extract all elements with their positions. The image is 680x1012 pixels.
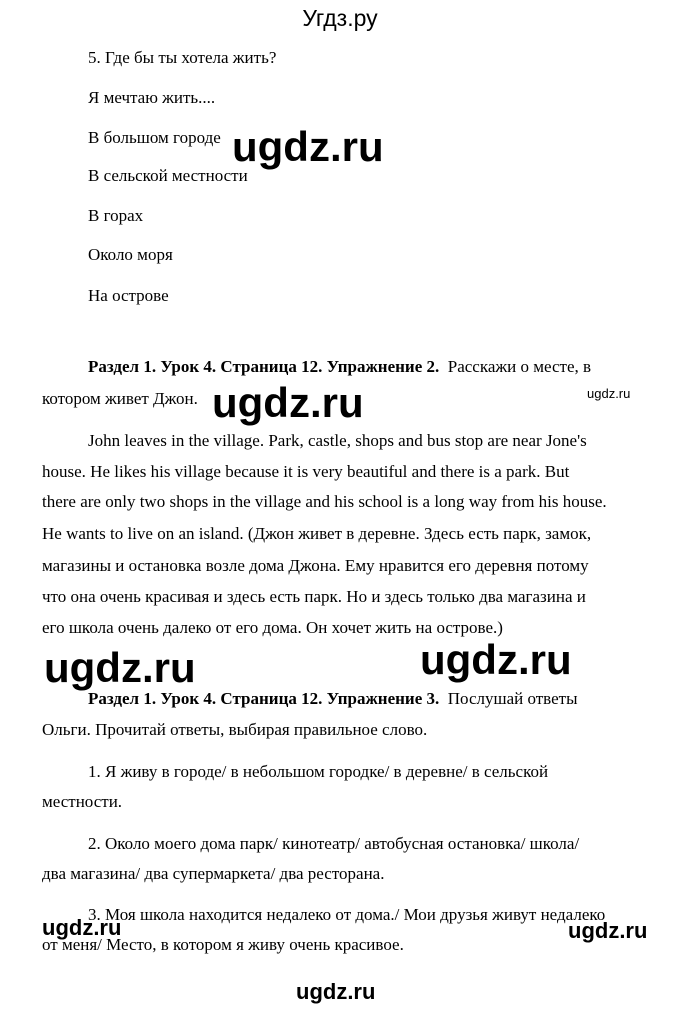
dream-prompt: Я мечтаю жить....: [88, 88, 216, 107]
question-5: 5. Где бы ты хотела жить?: [88, 48, 277, 67]
watermark: ugdz.ru: [587, 386, 631, 401]
option-big-city: В большом городе: [88, 128, 221, 147]
exercise2-text-line: there are only two shops in the village and his school is a long way from his house.: [42, 492, 607, 511]
exercise3-item-2: 2. Около моего дома парк/ кинотеатр/ автобусная остановка/ школа/: [88, 834, 580, 853]
watermark: ugdz.ru: [232, 123, 384, 170]
exercise2-text-line: магазины и остановка возле дома Джона. Ему нравится его деревня потому: [42, 556, 589, 575]
option-mountains: В горах: [88, 206, 144, 225]
exercise2-text-line: house. He likes his village because it is very beautiful and there is a park. But: [42, 462, 570, 481]
site-title: Угдз.ру: [302, 5, 378, 31]
exercise2-text-line: его школа очень далеко от его дома. Он хочет жить на острове.): [42, 618, 503, 637]
exercise2-task-continued: котором живет Джон.: [42, 389, 198, 408]
option-countryside: В сельской местности: [88, 166, 248, 185]
exercise2-text-line: John leaves in the village. Park, castle, shops and bus stop are near Jone's: [88, 431, 587, 450]
watermark: ugdz.ru: [212, 379, 364, 426]
exercise3-task: Послушай ответы: [447, 689, 578, 708]
exercise3-heading: Раздел 1. Урок 4. Страница 12. Упражнение 3.: [88, 689, 440, 708]
watermark: ugdz.ru: [568, 918, 648, 943]
watermark: ugdz.ru: [420, 636, 572, 683]
exercise3-item-3: 3. Моя школа находится недалеко от дома./ Мои друзья живут недалеко: [88, 905, 606, 924]
exercise3-item-2-cont: два магазина/ два супермаркета/ два ресторана.: [42, 864, 385, 883]
watermark: ugdz.ru: [42, 915, 122, 940]
exercise3-heading-line: [88, 689, 578, 709]
exercise2-task: Расскажи о месте, в: [447, 357, 592, 376]
exercise3-item-1: 1. Я живу в городе/ в небольшом городке/ в деревне/ в сельской: [88, 762, 549, 781]
option-island: На острове: [88, 286, 169, 305]
exercise3-item-1-cont: местности.: [42, 792, 123, 811]
exercise2-text-line: He wants to live on an island. (Джон живет в деревне. Здесь есть парк, замок,: [42, 524, 592, 543]
exercise3-task-continued: Ольги. Прочитай ответы, выбирая правильное слово.: [42, 720, 428, 739]
option-sea: Около моря: [88, 245, 173, 264]
watermark: ugdz.ru: [296, 979, 376, 1004]
exercise2-heading-line: [88, 357, 591, 377]
exercise2-heading: Раздел 1. Урок 4. Страница 12. Упражнение 2.: [88, 357, 440, 376]
exercise3-item-3-cont: от меня/ Место, в котором я живу очень красивое.: [42, 935, 404, 954]
exercise2-text-line: что она очень красивая и здесь есть парк. Но и здесь только два магазина и: [42, 587, 586, 606]
watermark: ugdz.ru: [44, 644, 196, 691]
